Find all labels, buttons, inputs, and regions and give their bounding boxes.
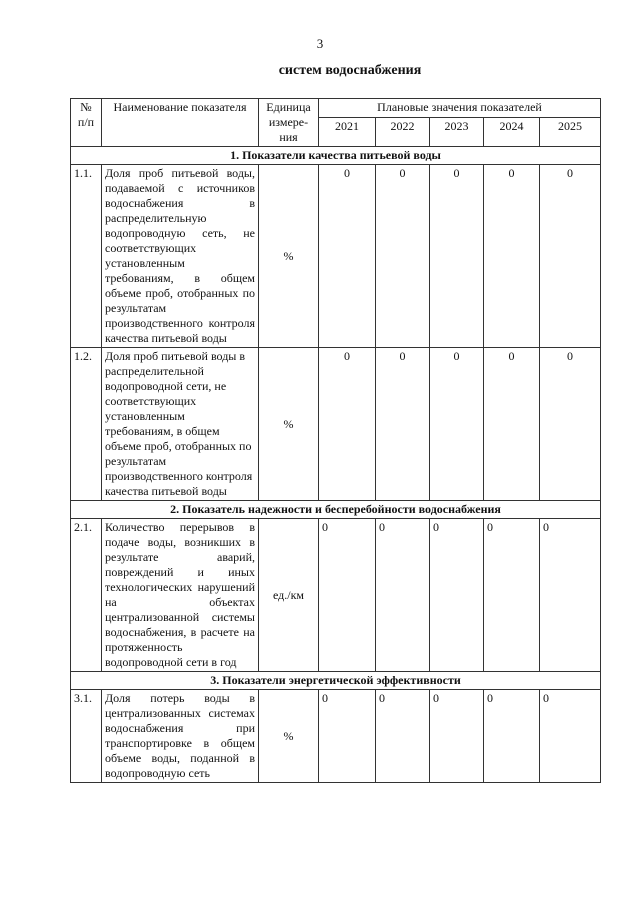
row-name: Доля проб питьевой воды в распределительной водопроводной сети, не соответствующих установленным требованиям, в общем объеме проб, отобранных по результатам производственного контроля качества питьевой воды: [102, 348, 259, 501]
table-row: [71, 165, 601, 348]
row-value: 0: [319, 348, 376, 501]
section-title: 1. Показатели качества питьевой воды: [71, 147, 601, 165]
row-value: 0: [484, 348, 540, 501]
row-value: 0: [484, 519, 540, 672]
row-value: 0: [430, 690, 484, 783]
header-num: № п/п: [71, 99, 102, 147]
section-title: 2. Показатель надежности и бесперебойности водоснабжения: [71, 501, 601, 519]
row-value: 0: [376, 690, 430, 783]
row-value: 0: [319, 690, 376, 783]
section-row: [71, 672, 601, 690]
row-num: 1.2.: [71, 348, 102, 501]
row-num: 1.1.: [71, 165, 102, 348]
table-row: [71, 519, 601, 672]
row-value: 0: [430, 165, 484, 348]
header-row: [71, 99, 601, 118]
table-row: [71, 348, 601, 501]
row-num: 3.1.: [71, 690, 102, 783]
row-value: 0: [540, 690, 601, 783]
row-value: 0: [376, 348, 430, 501]
row-value: 0: [540, 165, 601, 348]
indicators-table: [70, 98, 601, 783]
header-year: 2021: [319, 118, 376, 147]
row-unit: %: [259, 348, 319, 501]
header-year: 2024: [484, 118, 540, 147]
row-value: 0: [540, 519, 601, 672]
header-name: Наименование показателя: [102, 99, 259, 147]
row-value: 0: [484, 690, 540, 783]
row-name: Доля проб питьевой воды, подаваемой с источников водоснабжения в распределительную водопроводную сеть, не соответствующих установленным требованиям, в общем объеме проб, отобранных по результатам производственного контроля качества питьевой воды: [102, 165, 259, 348]
page-number: 3: [316, 36, 324, 51]
row-value: 0: [319, 165, 376, 348]
row-value: 0: [430, 519, 484, 672]
header-year: 2022: [376, 118, 430, 147]
row-value: 0: [376, 519, 430, 672]
row-value: 0: [484, 165, 540, 348]
document-heading: систем водоснабжения: [278, 63, 422, 78]
row-value: 0: [430, 348, 484, 501]
row-unit: ед./км: [259, 519, 319, 672]
header-year: 2025: [540, 118, 601, 147]
header-year: 2023: [430, 118, 484, 147]
row-value: 0: [319, 519, 376, 672]
row-value: 0: [376, 165, 430, 348]
row-unit: %: [259, 690, 319, 783]
header-unit: Единица измере-ния: [259, 99, 319, 147]
section-row: [71, 501, 601, 519]
row-value: 0: [540, 348, 601, 501]
section-title: 3. Показатели энергетической эффективности: [71, 672, 601, 690]
header-plan: Плановые значения показателей: [319, 99, 601, 118]
row-unit: %: [259, 165, 319, 348]
row-num: 2.1.: [71, 519, 102, 672]
table-row: [71, 690, 601, 783]
section-row: [71, 147, 601, 165]
row-name: Количество перерывов в подаче воды, возникших в результате аварий, повреждений и иных технологических нарушений на объектах централизованной системы водоснабжения, в расчете на протяженность водопроводной сети в год: [102, 519, 259, 672]
row-name: Доля потерь воды в централизованных системах водоснабжения при транспортировке в общем объеме воды, поданной в водопроводную сеть: [102, 690, 259, 783]
